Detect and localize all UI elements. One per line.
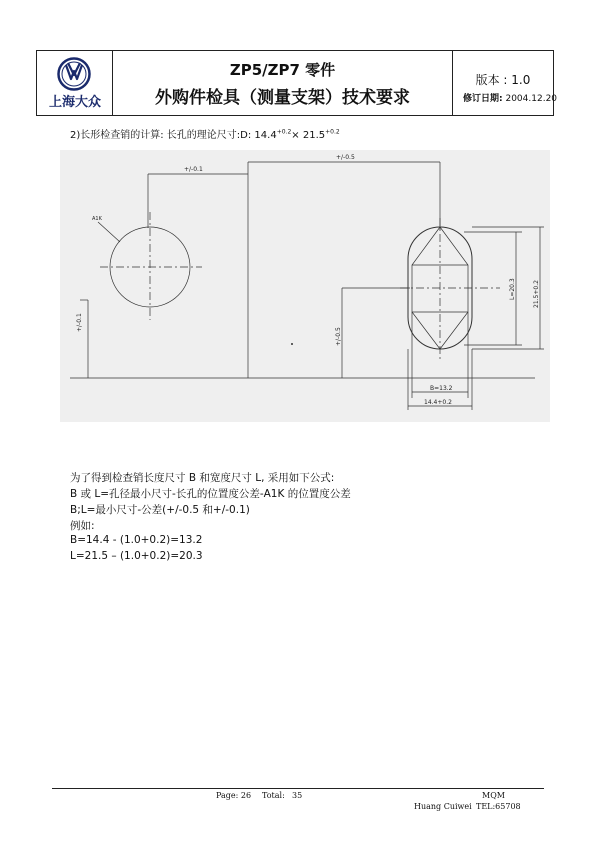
- footer-tel: TEL:65708: [476, 802, 521, 811]
- body-line-2: B 或 L=孔径最小尺寸-长孔的位置度公差-A1K 的位置度公差: [70, 488, 351, 500]
- a1k-leader: [98, 222, 120, 242]
- vw-logo-icon: [56, 57, 92, 91]
- document-title-line1: ZP5/ZP7 零件: [229, 61, 336, 79]
- title-cell: [113, 51, 453, 115]
- footer-rule: [52, 788, 544, 789]
- footer-total-value: 35: [292, 791, 303, 800]
- footer-total-label: Total:: [262, 791, 285, 800]
- section-tolerance-2: +0.2: [325, 128, 340, 136]
- logo-cell: [37, 51, 113, 115]
- footer-dept: MQM: [482, 791, 505, 800]
- footer-author: Huang Cuiwei: [414, 802, 472, 811]
- version-text: 版本 : 1.0: [475, 73, 531, 87]
- body-line-6: L=21.5 – (1.0+0.2)=20.3: [70, 550, 203, 562]
- section-times: × 21.5: [291, 130, 326, 141]
- body-line-3: B;L=最小尺寸-公差(+/-0.5 和+/-0.1): [70, 504, 250, 516]
- revision-label: 修订日期:: [463, 94, 503, 104]
- section-tolerance-1: +0.2: [276, 128, 292, 136]
- dim-top-right-text: +/-0.5: [336, 154, 355, 161]
- document-title-line2: 外购件检具（测量支架）技术要求: [155, 88, 410, 108]
- technical-drawing: [60, 150, 550, 422]
- footer-page: Page: 26: [216, 791, 252, 800]
- dim-top-left-text: +/-0.1: [184, 166, 203, 173]
- dim-left-vertical-text: +/-0.1: [76, 313, 83, 332]
- body-line-5: B=14.4 - (1.0+0.2)=13.2: [70, 534, 203, 546]
- revision-date: [463, 91, 557, 104]
- version-cell: [453, 51, 558, 115]
- dim-mid-vertical-text: +/-0.5: [335, 327, 342, 346]
- dim-slot-height-text: 21.5+0.2: [533, 280, 540, 308]
- a1k-label: A1K: [92, 216, 102, 222]
- dim-l-text: L=20.3: [509, 278, 516, 300]
- dim-slot-width-text: 14.4+0.2: [424, 399, 452, 406]
- document-header: [36, 50, 558, 116]
- section-heading: [70, 126, 340, 141]
- section-title: 2)长形检查销的计算: 长孔的理论尺寸:D: 14.4: [70, 130, 277, 141]
- body-line-1: 为了得到检查销长度尺寸 B 和宽度尺寸 L, 采用如下公式:: [70, 472, 335, 484]
- company-name: 上海大众: [48, 95, 101, 110]
- dim-b-text: B=13.2: [430, 385, 453, 392]
- dot-marker: [291, 343, 293, 345]
- drawing-svg: [60, 150, 550, 422]
- revision-value: 2004.12.20: [505, 94, 558, 104]
- body-line-4: 例如:: [70, 520, 95, 532]
